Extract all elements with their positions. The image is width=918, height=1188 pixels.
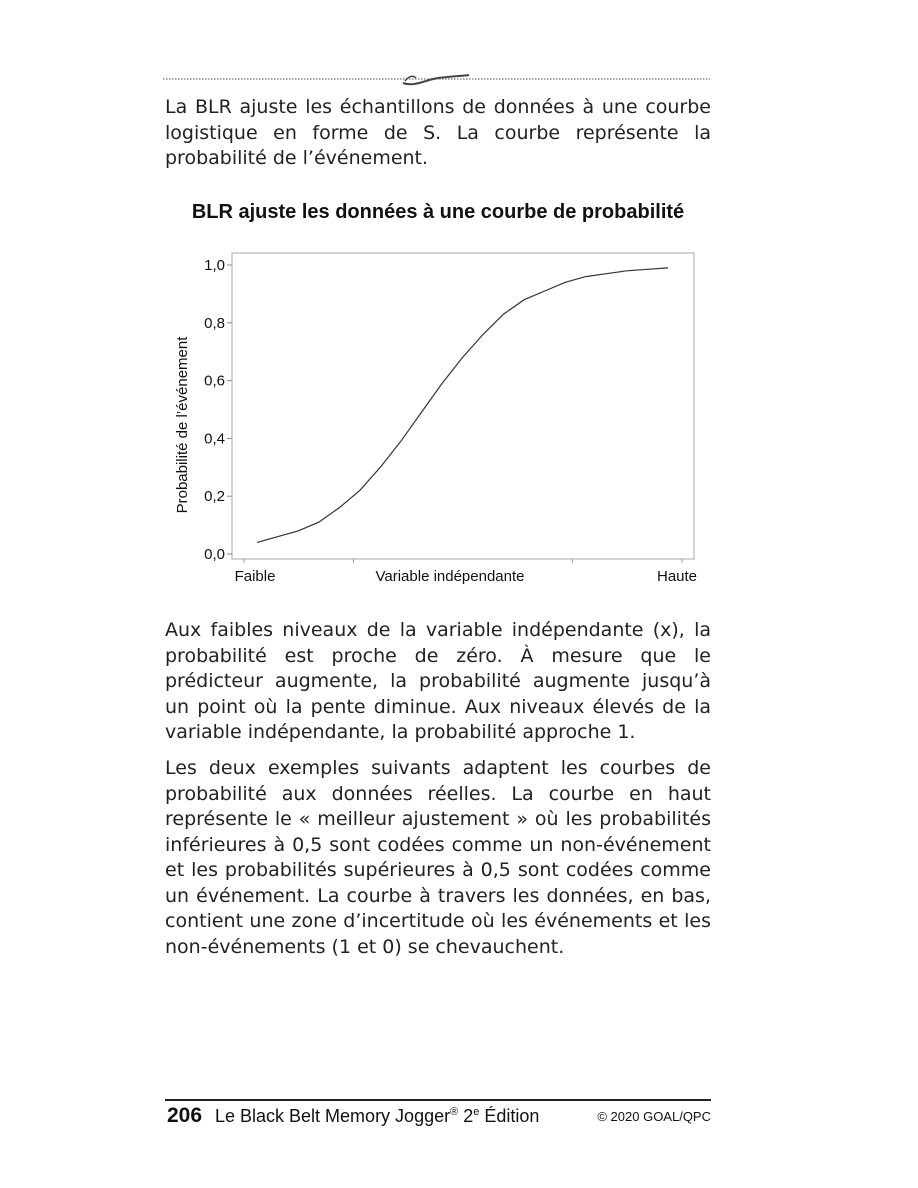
y-tick-label: 0,0: [204, 546, 225, 563]
x-axis-ticks: [244, 559, 682, 563]
copyright: © 2020 GOAL/QPC: [597, 1109, 711, 1124]
examples-paragraph: Les deux exemples suivants adaptent les courbes de probabilité aux données réelles. La courbe en haut représente le « meilleur ajustement » où les probabilités inférieures à 0,5 sont codées comme un non-événement et les probabilités supérieures à 0,5 sont codées comme un événement. La courbe à travers les données, en bas, contient une zone d’incertitude où les événements et les non-événements (1 et 0) se chevauchent.: [165, 757, 711, 958]
y-tick-label: 0,6: [204, 372, 225, 390]
footer-rule: [165, 1099, 711, 1101]
y-axis-ticks: [204, 257, 232, 563]
header-ornament: [163, 70, 710, 88]
x-axis-label: Variable indépendante: [375, 568, 525, 585]
y-tick-label: 1,0: [204, 257, 225, 274]
registered-mark: ®: [450, 1106, 459, 1118]
chart-title: BLR ajuste les données à une courbe de probabilité: [191, 201, 685, 223]
intro-paragraph: La BLR ajuste les échantillons de données à une courbe logistique en forme de S. La courbe représente la probabilité de l’événement.: [165, 96, 711, 169]
y-tick-label: 0,4: [204, 430, 225, 448]
y-tick-label: 0,2: [204, 488, 225, 506]
y-tick-label: 0,8: [204, 314, 225, 332]
edition-number: 2: [463, 1106, 474, 1126]
edition-suffix: e: [473, 1106, 480, 1118]
probability-curve-line: [257, 268, 668, 543]
x-axis-label-low: Faible: [234, 568, 276, 585]
x-axis-label-high: Haute: [656, 568, 698, 585]
plot-frame: [232, 253, 694, 559]
probability-curve-chart: [160, 240, 720, 595]
book-title: [215, 1106, 539, 1127]
explanation-paragraph: Aux faibles niveaux de la variable indépendante (x), la probabilité est proche de zéro. À mesure que le prédicteur augmente, la probabilité augmente jusqu’à un point où la pente diminue. Aux niveaux élevés de la variable indépendante, la probabilité approche 1.: [165, 619, 711, 743]
page-number: 206: [167, 1104, 203, 1127]
edition-word: Édition: [484, 1106, 540, 1126]
book-title-text: Le Black Belt Memory Jogger: [215, 1106, 451, 1126]
page-footer: [165, 1104, 711, 1130]
y-axis-label: Probabilité de l’événement: [174, 336, 191, 514]
